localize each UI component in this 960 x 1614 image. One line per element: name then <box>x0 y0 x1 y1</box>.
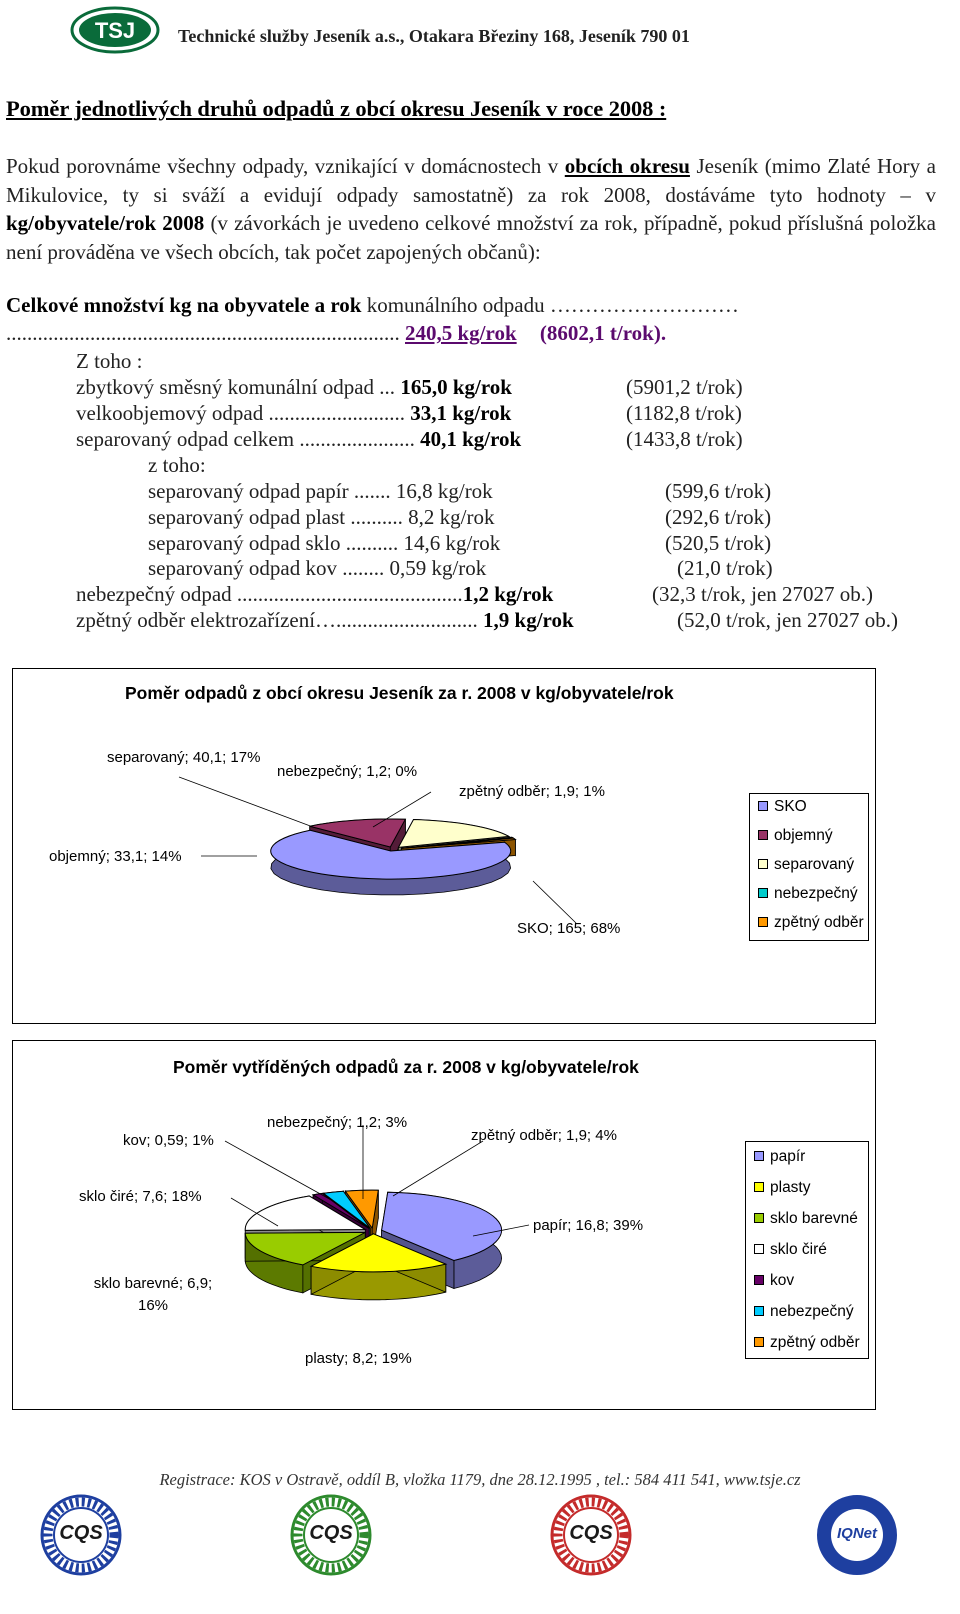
sub-row: separovaný odpad plast .......... 8,2 kg/rok <box>148 505 495 529</box>
total-label: Celkové množství kg na obyvatele a rok <box>6 293 362 317</box>
extra-row-tons: (32,3 t/rok, jen 27027 ob.) <box>652 582 874 606</box>
page-header <box>70 6 940 54</box>
legend-item: papír <box>754 1148 805 1166</box>
cert-badge: CQS <box>290 1494 372 1576</box>
sub-row-tons: (21,0 t/rok) <box>677 556 773 580</box>
sub-row: separovaný odpad kov ........ 0,59 kg/rok <box>148 556 487 580</box>
chart-1 <box>12 668 876 1024</box>
leader-line <box>225 1141 333 1201</box>
breakdown-row: velkoobjemový odpad .......................... 33,1 kg/rok <box>76 401 512 425</box>
breakdown-row: zbytkový směsný komunální odpad ... 165,0 kg/rok <box>76 375 512 399</box>
legend-item: nebezpečný <box>754 1303 854 1321</box>
breakdown-row-tons: (1433,8 t/rok) <box>626 427 743 451</box>
legend-item: sklo čiré <box>754 1241 827 1259</box>
breakdown-row-tons: (5901,2 t/rok) <box>626 375 743 399</box>
legend-item: kov <box>754 1272 794 1290</box>
intro-text-3: (v závorkách je uvedeno celkové množství za rok, případně, pokud příslušná položka není prováděna ve všech obcích, tak počet zapojených občanů): <box>6 211 936 264</box>
leader-line <box>393 1141 483 1196</box>
total-tons: (8602,1 t/rok). <box>539 321 667 345</box>
chart-legend <box>749 793 869 941</box>
intro-unit: kg/obyvatele/rok 2008 <box>6 211 205 235</box>
sub-row: separovaný odpad sklo .......... 14,6 kg/rok <box>148 531 501 555</box>
data-label-objemny: objemný; 33,1; 14% <box>49 848 182 865</box>
legend-item: zpětný odběr <box>758 914 864 932</box>
total-rest: komunálního odpadu ……………………… <box>361 293 739 317</box>
company-logo <box>70 6 160 54</box>
leader-line <box>179 777 313 827</box>
data-label-plasty: plasty; 8,2; 19% <box>305 1350 412 1367</box>
intro-emphasis: obcích okresu <box>564 154 690 178</box>
cert-badge: CQS <box>40 1494 122 1576</box>
legend-item: objemný <box>758 827 833 845</box>
legend-item: separovaný <box>758 856 854 874</box>
chart-2 <box>12 1040 876 1410</box>
breakdown-heading: Z toho : <box>76 349 143 373</box>
data-label-separovany: separovaný; 40,1; 17% <box>107 749 261 766</box>
data-label-sklo-cire: sklo čiré; 7,6; 18% <box>79 1188 202 1205</box>
extra-row: nebezpečný odpad ...........................................1,2 kg/rok <box>76 582 554 606</box>
total-value-line <box>6 321 666 346</box>
leader-line <box>533 881 576 923</box>
legend-item: nebezpečný <box>758 885 858 903</box>
extra-row: zpětný odběr elektrozařízení…........................... 1,9 kg/rok <box>76 608 574 632</box>
total-value: 240,5 kg/rok <box>405 321 517 345</box>
intro-paragraph <box>6 152 936 266</box>
chart-legend <box>745 1141 869 1359</box>
company-address: Technické služby Jeseník a.s., Otakara Březiny 168, Jeseník 790 01 <box>178 26 690 46</box>
data-label-zpetny: zpětný odběr; 1,9; 1% <box>459 783 605 800</box>
data-label-nebezpecny: nebezpečný; 1,2; 0% <box>277 763 418 780</box>
sub-heading: z toho: <box>148 453 206 477</box>
data-label-nebezpecny: nebezpečný; 1,2; 3% <box>267 1114 408 1131</box>
total-line <box>6 293 739 318</box>
breakdown-row-tons: (1182,8 t/rok) <box>626 401 742 425</box>
sub-row-tons: (520,5 t/rok) <box>665 531 772 555</box>
total-dots: ........................................................................... <box>6 321 400 345</box>
sub-row-tons: (599,6 t/rok) <box>665 479 772 503</box>
svg-text:TSJ: TSJ <box>94 18 136 43</box>
intro-text-1: Pokud porovnáme všechny odpady, vznikající v domácnostech v <box>6 154 565 178</box>
legend-item: sklo barevné <box>754 1210 858 1228</box>
legend-item: plasty <box>754 1179 811 1197</box>
data-label-papir: papír; 16,8; 39% <box>533 1217 644 1234</box>
chart-title: Poměr vytříděných odpadů za r. 2008 v kg/obyvatele/rok <box>173 1057 639 1077</box>
extra-row-tons: (52,0 t/rok, jen 27027 ob.) <box>677 608 899 632</box>
cert-badge: IQNet <box>816 1494 898 1576</box>
sub-row-tons: (292,6 t/rok) <box>665 505 772 529</box>
data-label-sklo-barevne: sklo barevné; 6,9; 16% <box>93 1275 213 1314</box>
footer-registration: Registrace: KOS v Ostravě, oddíl B, vložka 1179, dne 28.12.1995 , tel.: 584 411 541, www.tsje.cz <box>159 1470 801 1489</box>
cert-badge: CQS <box>550 1494 632 1576</box>
legend-item: SKO <box>758 798 807 816</box>
data-label-sko: SKO; 165; 68% <box>517 920 621 937</box>
data-label-zpetny: zpětný odběr; 1,9; 4% <box>471 1127 617 1144</box>
intro-text-2: Jeseník (mimo Zlaté Hory a Mikulovice, ty si sváží a evidují odpady samostatně) za rok 2008, dostáváme tyto hodnoty – v <box>6 154 936 207</box>
chart-title: Poměr odpadů z obcí okresu Jeseník za r. 2008 v kg/obyvatele/rok <box>125 683 674 703</box>
breakdown-row: separovaný odpad celkem ...................... 40,1 kg/rok <box>76 427 522 451</box>
data-label-kov: kov; 0,59; 1% <box>123 1132 214 1149</box>
page-title: Poměr jednotlivých druhů odpadů z obcí okresu Jeseník v roce 2008 : <box>6 96 667 121</box>
sub-row: separovaný odpad papír ....... 16,8 kg/rok <box>148 479 493 503</box>
legend-item: zpětný odběr <box>754 1334 860 1352</box>
